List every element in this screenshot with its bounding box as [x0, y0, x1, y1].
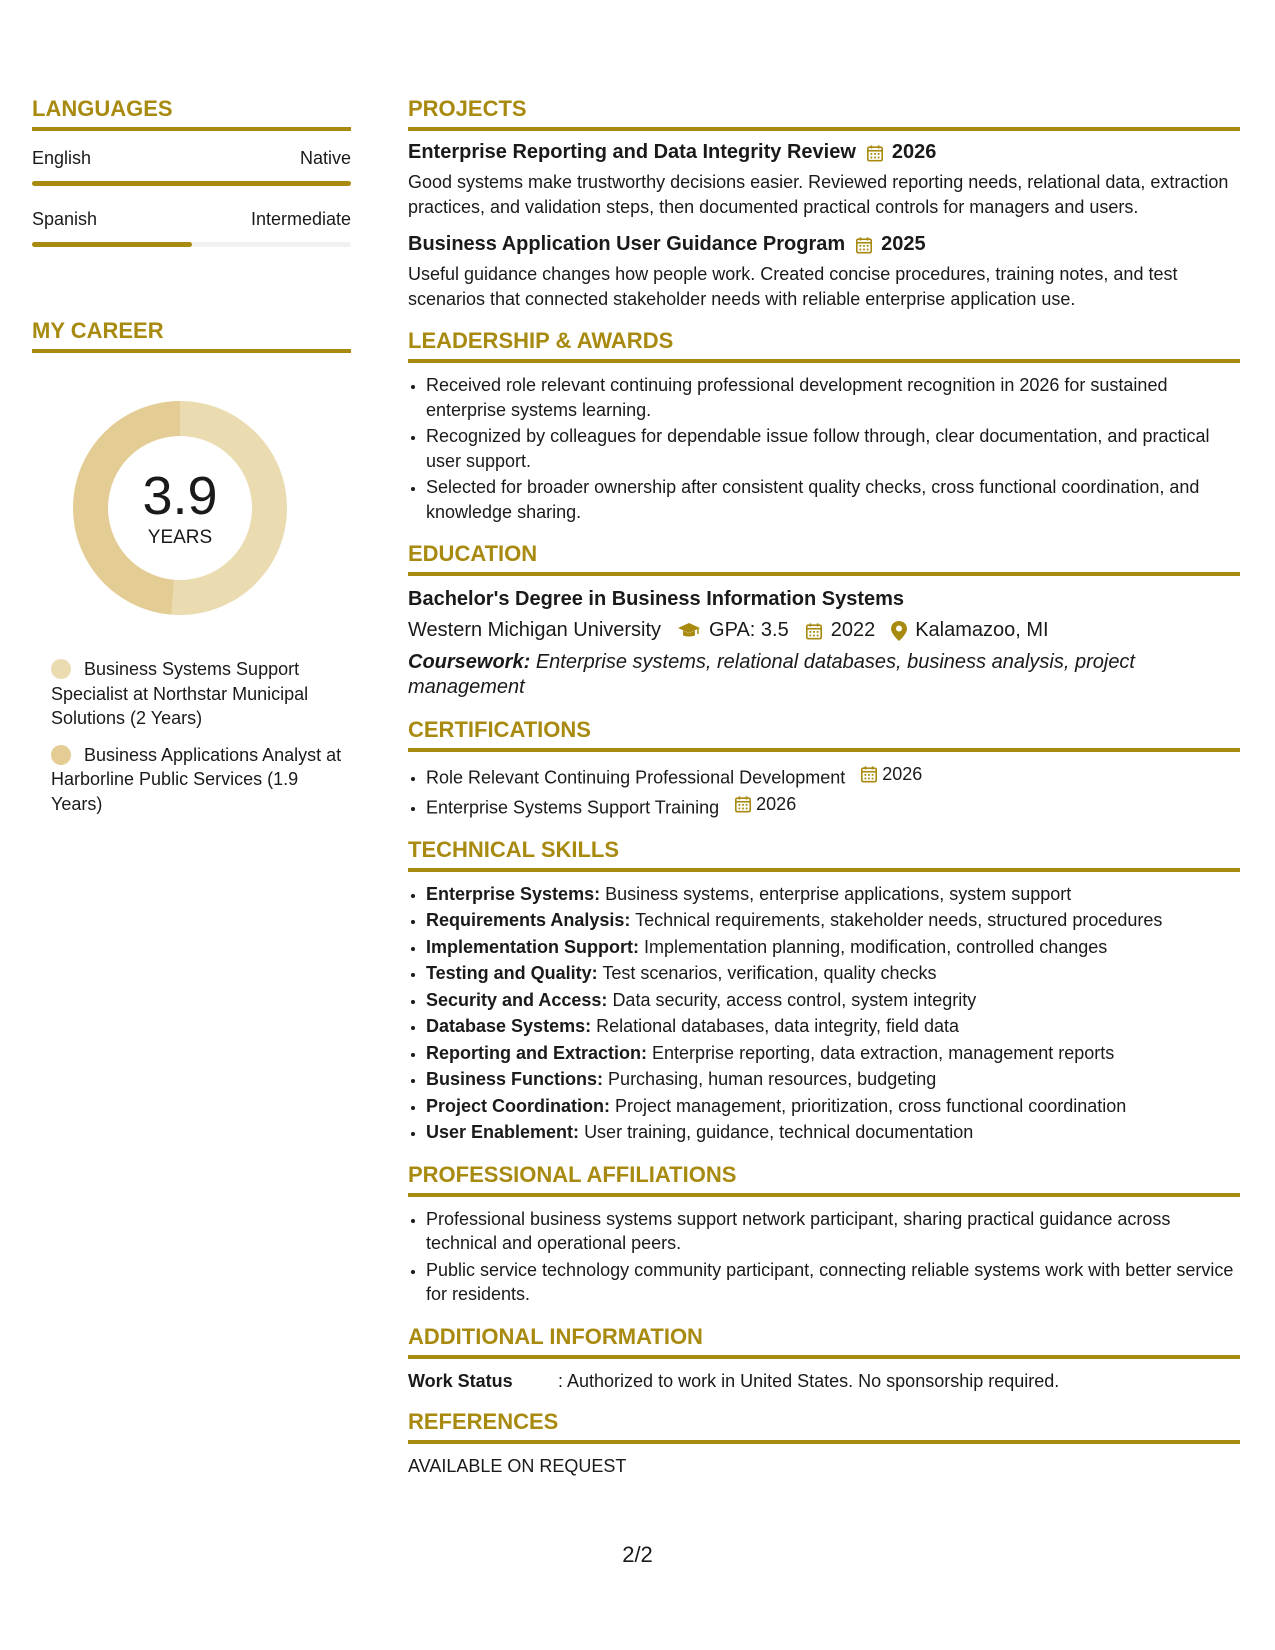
skill-category: Security and Access: [426, 989, 608, 1010]
list-item [426, 1120, 1240, 1145]
language-level-fill [32, 181, 351, 186]
list-item [426, 1067, 1240, 1092]
language-level: Native [299, 148, 351, 168]
language-level-bar [32, 242, 351, 247]
graduation-year: 2022 [830, 619, 876, 641]
list-item [426, 792, 1240, 820]
additional-info-heading: ADDITIONAL INFORMATION [408, 1323, 1240, 1359]
language-name: Spanish [32, 209, 98, 229]
project-description: Useful guidance changes how people work. Created concise procedures, training notes, and test scenarios that connected stakeholder needs with reliable enterprise application use. [408, 264, 1178, 309]
skill-values: Enterprise reporting, data extraction, management reports [652, 1042, 1115, 1063]
list-item [426, 762, 1240, 790]
gpa: GPA: 3.5 [709, 619, 789, 641]
list-item: • Received role relevant continuing professional development recognition in 2026 for sustained enterprise systems learning. [426, 373, 1240, 422]
certification-year: 2026 [756, 793, 797, 814]
leadership-list [408, 373, 1240, 524]
calendar-icon [860, 765, 878, 783]
skill-category: Database Systems: [426, 1016, 592, 1036]
right-column [408, 95, 1240, 1493]
list-item: • Professional business systems support network participant, sharing practical guidance across technical and operational peers. [426, 1207, 1240, 1256]
legend-dot [51, 659, 71, 679]
project-name: Enterprise Reporting and Data Integrity Review [408, 141, 856, 163]
skill-category: Testing and Quality: [426, 963, 598, 983]
education-meta [408, 619, 1240, 642]
legend-dot [51, 745, 71, 765]
location-pin-icon [891, 621, 907, 641]
references-section [408, 1408, 1240, 1477]
career-years-label: YEARS [147, 527, 213, 548]
affiliations-section [408, 1161, 1240, 1307]
career-legend-item [51, 657, 351, 731]
school-location: Kalamazoo, MI [915, 619, 1049, 641]
list-item [426, 961, 1240, 986]
education-section [408, 540, 1240, 700]
skill-values: Relational databases, data integrity, field data [596, 1016, 960, 1036]
career-role: Business Applications Analyst at Harborline Public Services (1.9 Years) [51, 744, 342, 814]
skill-values: User training, guidance, technical documentation [584, 1122, 974, 1142]
skill-values: Business systems, enterprise applications, system support [605, 883, 1072, 904]
leadership-heading: LEADERSHIP & AWARDS [408, 327, 1240, 363]
certification-year: 2026 [882, 764, 923, 784]
work-status-value: : Authorized to work in United States. No sponsorship required. [558, 1370, 1060, 1391]
references-text: AVAILABLE ON REQUEST [408, 1455, 627, 1476]
skill-values: Data security, access control, system integrity [612, 989, 977, 1010]
language-level-bar [32, 181, 351, 186]
certification-name: Enterprise Systems Support Training [426, 797, 720, 817]
coursework-label: Coursework: [408, 651, 531, 673]
list-item [426, 1094, 1240, 1119]
project-title [408, 233, 1240, 256]
calendar-icon [734, 795, 752, 813]
graduation-cap-icon [677, 622, 701, 640]
skill-category: Project Coordination: [426, 1095, 610, 1116]
project-name: Business Application User Guidance Program [408, 233, 846, 255]
list-item: • Public service technology community participant, connecting reliable systems work with better service for residents. [426, 1258, 1240, 1307]
list-item [426, 935, 1240, 960]
skill-category: Requirements Analysis: [426, 910, 631, 930]
skill-values: Implementation planning, modification, controlled changes [644, 936, 1108, 957]
skill-category: User Enablement: [426, 1122, 580, 1142]
certifications-list [408, 762, 1240, 820]
coursework-text: Enterprise systems, relational databases, business analysis, project management [408, 651, 1135, 698]
skill-values: Project management, prioritization, cross functional coordination [615, 1095, 1127, 1116]
affiliations-heading: PROFESSIONAL AFFILIATIONS [408, 1161, 1240, 1197]
education-heading: EDUCATION [408, 540, 1240, 576]
skill-category: Enterprise Systems: [426, 883, 601, 904]
projects-section [408, 95, 1240, 311]
skills-list [408, 882, 1240, 1145]
skill-category: Reporting and Extraction: [426, 1042, 648, 1063]
list-item [426, 882, 1240, 907]
coursework [408, 650, 1240, 700]
list-item [426, 988, 1240, 1013]
skill-values: Test scenarios, verification, quality checks [602, 963, 937, 983]
list-item: • Recognized by colleagues for dependable issue follow through, clear documentation, and practical user support. [426, 424, 1240, 473]
skill-values: Technical requirements, stakeholder needs, structured procedures [635, 910, 1163, 930]
calendar-icon [855, 236, 873, 254]
career-donut-chart [67, 395, 293, 621]
additional-info-section [408, 1323, 1240, 1392]
career-total-years: 3.9 [142, 466, 218, 526]
project-year: 2026 [891, 141, 937, 163]
page-number: 2/2 [622, 1542, 653, 1567]
skill-category: Business Functions: [426, 1069, 604, 1089]
language-level-fill [32, 242, 192, 247]
certification-name: Role Relevant Continuing Professional Development [426, 767, 846, 788]
left-column [32, 95, 351, 828]
language-name: English [32, 148, 92, 168]
career-role: Business Systems Support Specialist at Northstar Municipal Solutions (2 Years) [51, 659, 309, 728]
list-item [426, 1041, 1240, 1066]
project-description: Good systems make trustworthy decisions easier. Reviewed reporting needs, relational data, extraction practices, and validation steps, then documented practical controls for managers and users. [408, 172, 1229, 217]
list-item [426, 908, 1240, 933]
work-status-label: Work Status [408, 1370, 513, 1391]
skills-heading: TECHNICAL SKILLS [408, 836, 1240, 872]
references-heading: REFERENCES [408, 1408, 1240, 1444]
degree-title: Bachelor's Degree in Business Information Systems [408, 588, 905, 610]
list-item: • Selected for broader ownership after consistent quality checks, cross functional coordination, and knowledge sharing. [426, 475, 1240, 524]
language-item [32, 208, 351, 247]
skill-values: Purchasing, human resources, budgeting [608, 1069, 937, 1089]
career-heading: MY CAREER [32, 317, 351, 353]
career-section [32, 317, 351, 816]
project-title [408, 141, 1240, 164]
calendar-icon [866, 144, 884, 162]
affiliations-list [408, 1207, 1240, 1307]
school-name: Western Michigan University [408, 619, 662, 641]
skills-section [408, 836, 1240, 1145]
language-item [32, 147, 351, 186]
project-year: 2025 [881, 233, 926, 255]
calendar-icon [805, 622, 823, 640]
languages-heading: LANGUAGES [32, 95, 351, 131]
career-legend [32, 657, 351, 816]
certifications-heading: CERTIFICATIONS [408, 716, 1240, 752]
career-legend-item [51, 743, 351, 817]
leadership-section [408, 327, 1240, 524]
projects-heading: PROJECTS [408, 95, 1240, 131]
skill-category: Implementation Support: [426, 936, 639, 957]
list-item [426, 1014, 1240, 1039]
language-level: Intermediate [250, 209, 351, 229]
certifications-section [408, 716, 1240, 820]
